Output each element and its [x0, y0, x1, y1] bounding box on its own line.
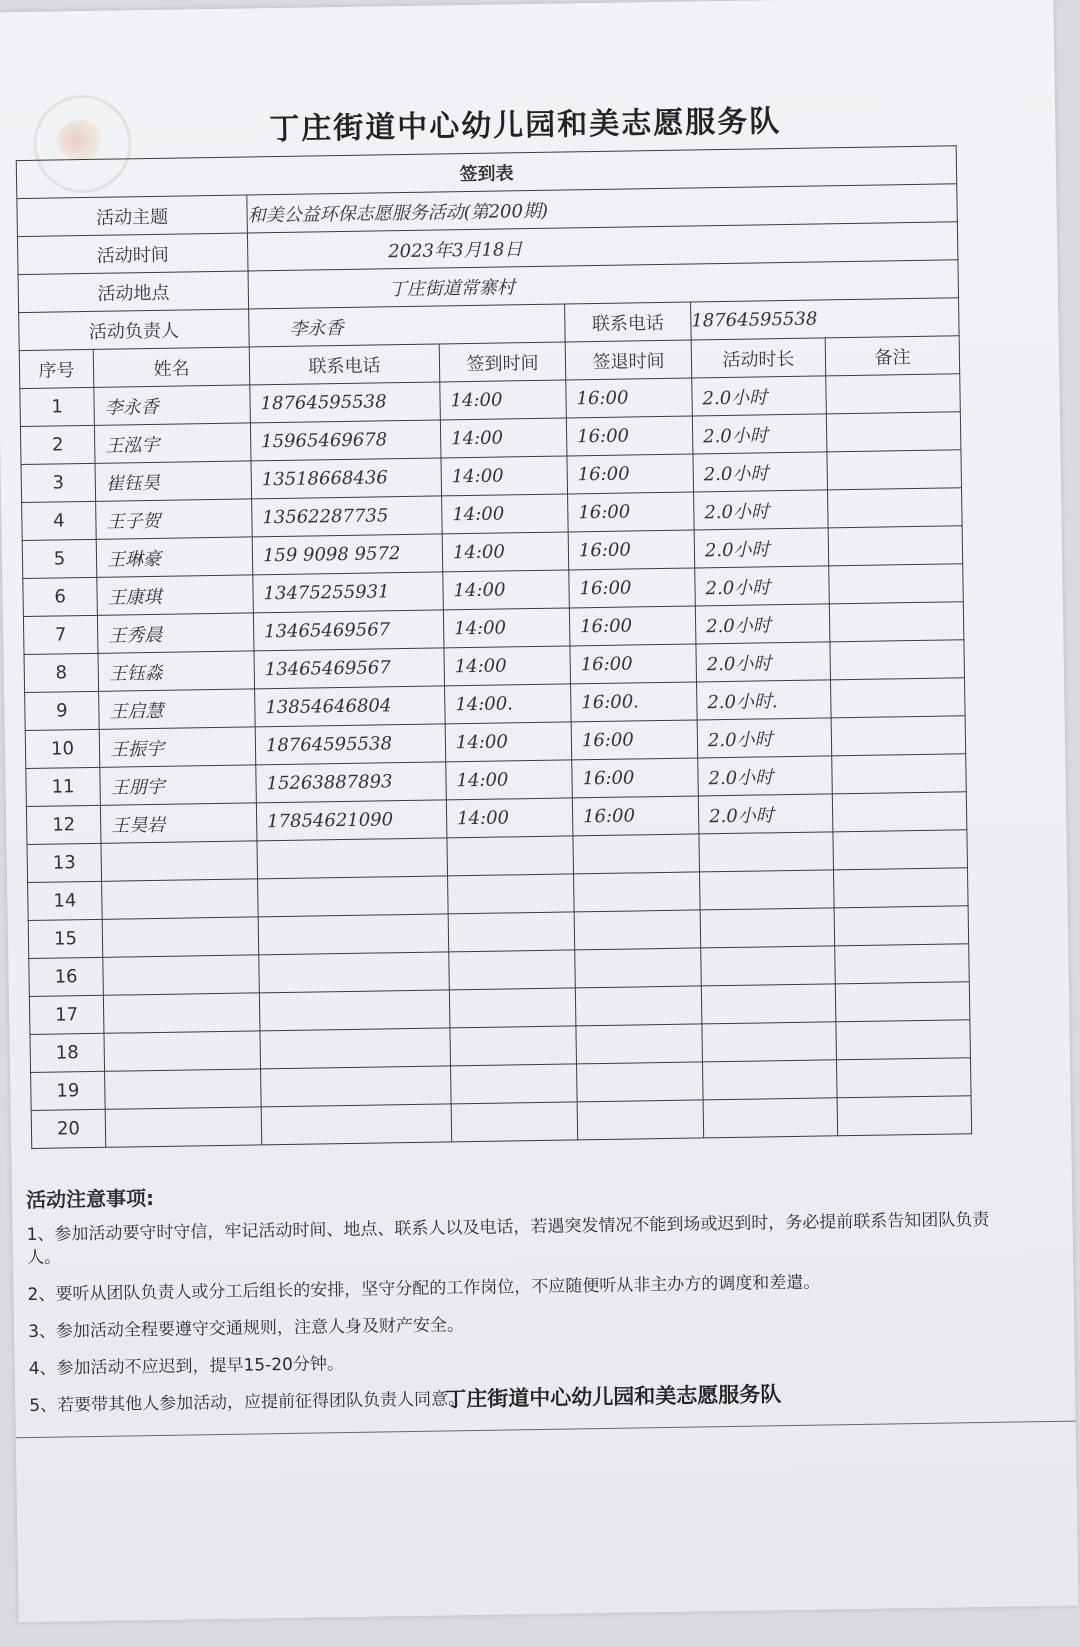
row-signout-time: 16:00	[571, 720, 698, 760]
row-remarks	[836, 1058, 971, 1098]
leader-phone-label: 联系电话	[565, 302, 692, 342]
row-phone: 159 9098 9572	[252, 534, 443, 575]
row-signin-time: 14:00.	[445, 684, 572, 724]
row-phone: 13465469567	[254, 648, 445, 689]
col-header-name: 姓名	[93, 347, 250, 387]
row-name: 王琳豪	[96, 537, 253, 577]
row-duration	[700, 870, 835, 910]
row-signout-time: 16:00	[567, 454, 694, 494]
row-duration: 2.0小时.	[697, 680, 832, 720]
row-signout-time	[576, 1024, 703, 1064]
row-phone: 18764595538	[255, 724, 446, 765]
row-name	[101, 841, 258, 881]
leader-value: 李永香	[249, 304, 566, 347]
row-duration	[700, 908, 835, 948]
row-signin-time: 14:00	[440, 418, 567, 458]
row-duration: 2.0小时	[695, 604, 830, 644]
row-remarks	[834, 906, 969, 946]
row-name: 王钰淼	[98, 651, 255, 691]
row-duration: 2.0小时	[695, 566, 830, 606]
row-signin-time: 14:00	[446, 798, 573, 838]
row-number: 19	[31, 1071, 106, 1110]
row-duration: 2.0小时	[698, 756, 833, 796]
row-number: 1	[20, 387, 95, 426]
note-item-4: 4、参加活动不应迟到，提早15-20分钟。	[28, 1353, 345, 1379]
row-duration: 2.0小时	[694, 528, 829, 568]
row-phone: 15263887893	[256, 762, 447, 803]
row-duration: 2.0小时	[692, 414, 827, 454]
row-signout-time: 16:00	[566, 378, 693, 418]
row-signout-time: 16:00	[572, 796, 699, 836]
row-name	[102, 879, 259, 919]
row-signout-time	[575, 986, 702, 1026]
row-phone	[260, 1028, 451, 1069]
row-signin-time: 14:00	[440, 380, 567, 420]
row-signout-time	[574, 872, 701, 912]
row-number: 6	[23, 577, 98, 616]
row-number: 4	[22, 501, 97, 540]
row-signin-time	[451, 1102, 578, 1142]
col-header-signout-time: 签退时间	[565, 340, 692, 380]
row-signin-time	[448, 874, 575, 914]
row-duration: 2.0小时	[697, 718, 832, 758]
row-signout-time: 16:00	[568, 530, 695, 570]
row-signout-time	[574, 910, 701, 950]
row-remarks	[835, 944, 970, 984]
row-number: 5	[22, 539, 97, 578]
row-number: 18	[30, 1033, 105, 1072]
row-duration: 2.0小时	[693, 452, 828, 492]
row-number: 17	[29, 995, 104, 1034]
time-label: 活动时间	[17, 233, 248, 275]
theme-label: 活动主题	[17, 195, 248, 237]
form-title: 签到表	[16, 146, 957, 199]
row-signout-time	[577, 1100, 704, 1140]
row-duration	[702, 1022, 837, 1062]
row-number: 16	[29, 957, 104, 996]
footer-org-name: 丁庄街道中心幼儿园和美志愿服务队	[445, 1382, 782, 1412]
row-signout-time: 16:00.	[571, 682, 698, 722]
row-phone	[257, 838, 448, 879]
row-name: 王泓宇	[94, 423, 251, 463]
row-signout-time: 16:00	[572, 758, 699, 798]
row-name	[104, 1031, 261, 1071]
row-name: 王秀晨	[97, 613, 254, 653]
sign-in-table	[16, 145, 973, 1149]
row-signin-time	[449, 950, 576, 990]
row-duration	[701, 946, 836, 986]
row-name: 王昊岩	[100, 803, 257, 843]
row-name: 王启慧	[99, 689, 256, 729]
row-number: 7	[23, 615, 98, 654]
row-signin-time: 14:00	[442, 494, 569, 534]
row-phone	[258, 914, 449, 955]
row-name: 王振宇	[99, 727, 256, 767]
row-phone	[259, 952, 450, 993]
row-remarks	[826, 374, 961, 414]
row-phone	[258, 876, 449, 917]
row-number: 12	[26, 805, 101, 844]
row-name	[105, 1069, 262, 1109]
place-value: 丁庄街道常寨村	[248, 260, 959, 309]
row-signin-time: 14:00	[445, 722, 572, 762]
row-phone: 17854621090	[256, 800, 447, 841]
note-item-5: 5、若要带其他人参加活动，应提前征得团队负责人同意。	[29, 1388, 466, 1416]
row-duration	[699, 832, 834, 872]
col-header-remarks: 备注	[825, 336, 960, 376]
row-duration: 2.0小时	[696, 642, 831, 682]
row-duration	[702, 1060, 837, 1100]
row-number: 10	[25, 729, 100, 768]
row-number: 11	[26, 767, 101, 806]
row-signin-time: 14:00	[441, 456, 568, 496]
theme-value: 和美公益环保志愿服务活动(第200期)	[247, 184, 958, 233]
row-signout-time	[575, 948, 702, 988]
note-item-3: 3、参加活动全程要遵守交通规则，注意人身及财产安全。	[27, 1315, 465, 1342]
row-signout-time	[577, 1062, 704, 1102]
row-name	[103, 955, 260, 995]
place-label: 活动地点	[18, 271, 249, 313]
row-phone	[261, 1066, 452, 1107]
row-number: 3	[21, 463, 96, 502]
row-remarks	[835, 982, 970, 1022]
row-phone: 13854646804	[255, 686, 446, 727]
row-remarks	[829, 564, 964, 604]
row-signin-time	[449, 988, 576, 1028]
row-signout-time	[573, 834, 700, 874]
col-header-phone: 联系电话	[249, 344, 440, 385]
row-remarks	[831, 716, 966, 756]
row-remarks	[829, 602, 964, 642]
row-name: 崔钰昊	[95, 461, 252, 501]
row-remarks	[836, 1020, 971, 1060]
row-name: 王子贺	[96, 499, 253, 539]
row-duration: 2.0小时	[692, 376, 827, 416]
row-phone: 13475255931	[253, 572, 444, 613]
row-remarks	[832, 792, 967, 832]
col-header-no: 序号	[19, 349, 94, 388]
row-remarks	[830, 640, 965, 680]
row-name	[102, 917, 259, 957]
row-name: 李永香	[94, 385, 251, 425]
note-item-2: 2、要听从团队负责人或分工后组长的安排，坚守分配的工作岗位，不应随便听从非主办方的调度和差遣。	[27, 1272, 821, 1305]
row-signin-time	[450, 1026, 577, 1066]
row-signin-time: 14:00	[442, 532, 569, 572]
row-remarks	[828, 488, 963, 528]
row-remarks	[827, 450, 962, 490]
row-phone	[261, 1104, 452, 1145]
row-phone: 13562287735	[252, 496, 443, 537]
row-name	[103, 993, 260, 1033]
row-signin-time: 14:00	[443, 608, 570, 648]
row-signin-time: 14:00	[443, 570, 570, 610]
time-value: 2023年3月18日	[247, 222, 958, 271]
row-signout-time: 16:00	[568, 492, 695, 532]
row-duration	[703, 1098, 838, 1138]
row-signout-time: 16:00	[569, 606, 696, 646]
row-number: 15	[28, 919, 103, 958]
row-number: 2	[20, 425, 95, 464]
row-duration	[701, 984, 836, 1024]
row-phone: 15965469678	[250, 420, 441, 461]
row-remarks	[832, 754, 967, 794]
row-remarks	[831, 678, 966, 718]
row-number: 8	[24, 653, 99, 692]
row-signout-time: 16:00	[570, 644, 697, 684]
col-header-duration: 活动时长	[691, 338, 826, 378]
row-remarks	[828, 526, 963, 566]
row-phone: 13518668436	[251, 458, 442, 499]
row-number: 14	[28, 881, 103, 920]
leader-label: 活动负责人	[19, 309, 250, 351]
row-remarks	[837, 1096, 972, 1136]
row-remarks	[826, 412, 961, 452]
row-signout-time: 16:00	[566, 416, 693, 456]
row-signin-time	[451, 1064, 578, 1104]
row-duration: 2.0小时	[698, 794, 833, 834]
note-item-1: 1、参加活动要守时守信，牢记活动时间、地点、联系人以及电话，若遇突发情况不能到场或迟到时，务必提前联系告知团队负责人。	[26, 1209, 990, 1268]
notes-heading: 活动注意事项:	[25, 1186, 155, 1213]
row-signout-time: 16:00	[569, 568, 696, 608]
row-signin-time: 14:00	[444, 646, 571, 686]
leader-phone-value: 18764595538	[691, 298, 960, 340]
org-title: 丁庄街道中心幼儿园和美志愿服务队	[269, 104, 782, 148]
row-signin-time: 14:00	[446, 760, 573, 800]
row-phone: 13465469567	[253, 610, 444, 651]
row-duration: 2.0小时	[694, 490, 829, 530]
row-remarks	[833, 868, 968, 908]
row-number: 9	[25, 691, 100, 730]
row-phone	[259, 990, 450, 1031]
row-name: 王朋宇	[100, 765, 257, 805]
row-name	[105, 1107, 262, 1147]
row-number: 20	[31, 1109, 106, 1148]
row-phone: 18764595538	[250, 382, 441, 423]
row-signin-time	[447, 836, 574, 876]
row-number: 13	[27, 843, 102, 882]
col-header-signin-time: 签到时间	[439, 342, 566, 382]
row-remarks	[833, 830, 968, 870]
row-name: 王康琪	[97, 575, 254, 615]
row-signin-time	[448, 912, 575, 952]
